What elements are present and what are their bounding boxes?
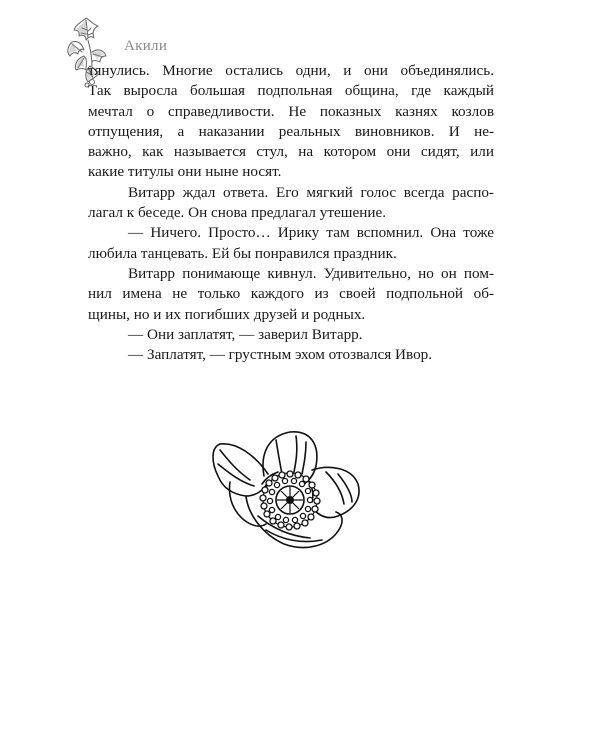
- text-line: — Они заплатят, — заверил Витарр.: [128, 325, 363, 343]
- text-line: щины, но и их погибших друзей и родных.: [88, 305, 366, 323]
- text-line: тянулись. Многие остались одни, и они объединялись.: [88, 62, 494, 79]
- text-line: Так выросла большая подпольная община, где каждый: [88, 82, 494, 100]
- text-line: нил имена не только каждого из своей подпольной об-: [88, 285, 494, 303]
- poppy-flower-icon: [206, 424, 370, 556]
- text-line: какие титулы они ныне носят.: [88, 163, 282, 181]
- text-line: — Заплатят, — грустным эхом отозвался Ивор.: [128, 346, 433, 364]
- text-line: мечтал о справедливости. Не показных казнях козлов: [88, 102, 494, 120]
- running-head-title: Акили: [124, 38, 168, 54]
- text-line: — Ничего. Просто… Ирику там вспомнил. Она тоже: [128, 224, 494, 242]
- text-line: лагал к беседе. Он снова предлагал утешение.: [88, 204, 387, 222]
- text-line: любила танцевать. Ей бы понравился праздник.: [88, 244, 397, 262]
- text-line: отпущения, а наказании реальных виновников. И не-: [88, 122, 494, 140]
- text-line: Витарр ждал ответа. Его мягкий голос всегда распо-: [128, 183, 494, 201]
- page-body-text: [88, 61, 494, 365]
- text-line: Витарр понимающе кивнул. Удивительно, но он пом-: [128, 264, 494, 282]
- text-line: важно, как называется стул, на котором они сидят, или: [88, 143, 494, 161]
